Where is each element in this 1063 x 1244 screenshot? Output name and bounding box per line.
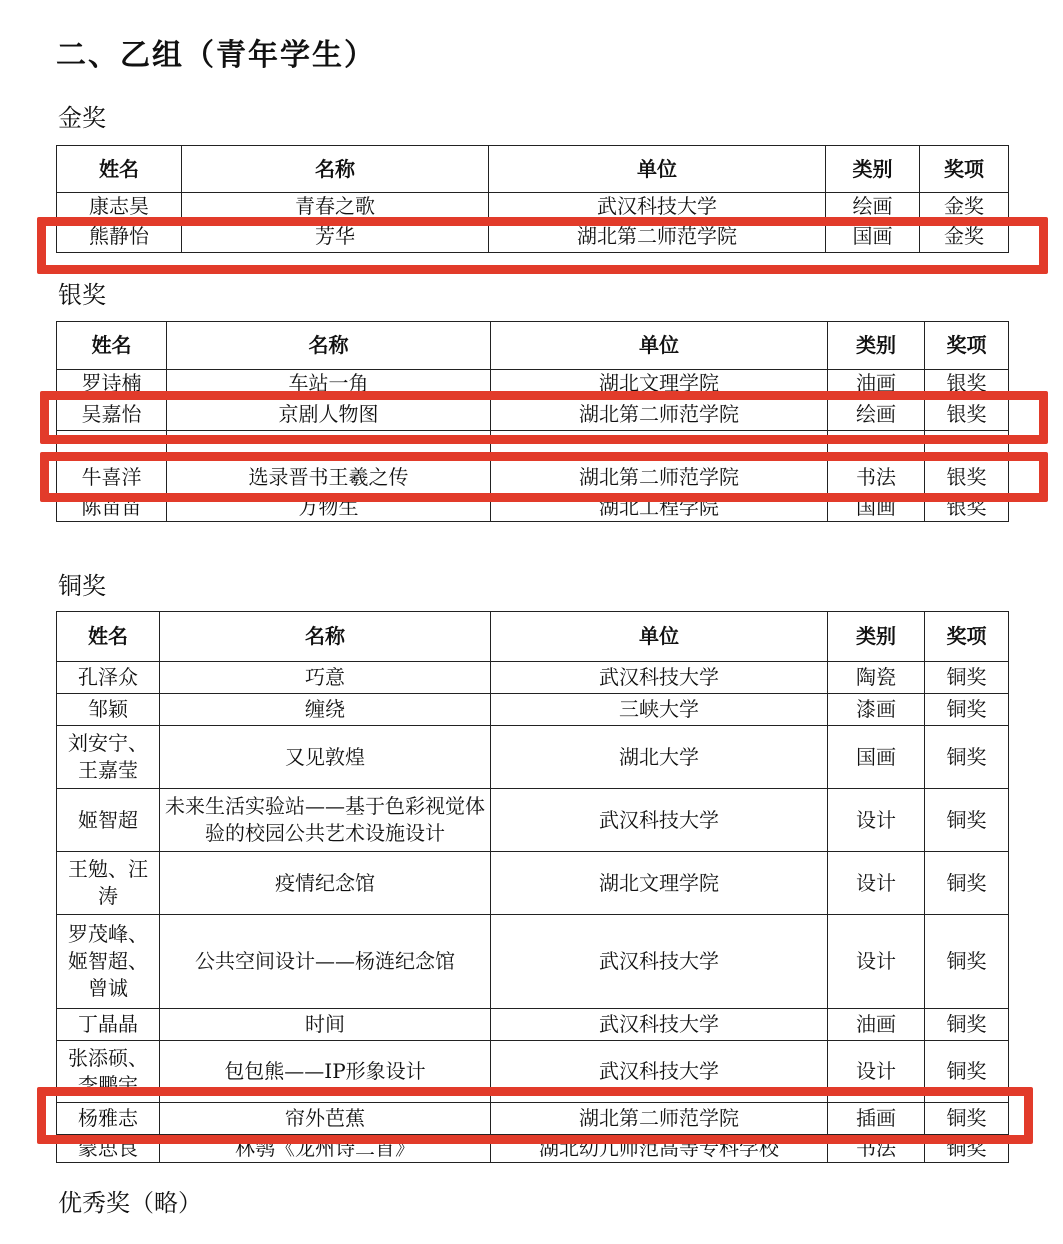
cell-category: 插画 <box>828 1103 925 1135</box>
cell-category: 书法 <box>828 461 925 494</box>
cell-unit: 湖北大学 <box>491 726 828 789</box>
cell-award: 银奖 <box>925 398 1009 431</box>
highlight-box <box>40 452 1048 502</box>
table-row <box>57 852 1009 915</box>
cell-name: 王勉、汪涛 <box>57 852 160 915</box>
header-category: 类别 <box>828 612 925 662</box>
cell-award: 铜奖 <box>925 1009 1009 1041</box>
cell-award: 铜奖 <box>925 1103 1009 1135</box>
highlight-box <box>37 217 1048 274</box>
cell-category: 陶瓷 <box>828 662 925 694</box>
cell-award: 银奖 <box>925 461 1009 494</box>
cell-category: 设计 <box>828 789 925 852</box>
cell-title: 京剧人物图 <box>167 398 491 431</box>
cell-category: 国画 <box>828 494 925 522</box>
cell-category: 国画 <box>828 726 925 789</box>
cell-category: 国画 <box>826 221 920 253</box>
header-title: 名称 <box>182 146 489 193</box>
cell-title: 疫情纪念馆 <box>160 852 491 915</box>
cell-award: 铜奖 <box>925 726 1009 789</box>
header-award: 奖项 <box>925 322 1009 370</box>
bronze-table <box>56 611 1009 1163</box>
cell-category: 油画 <box>828 370 925 398</box>
header-title: 名称 <box>160 612 491 662</box>
table-row <box>57 726 1009 789</box>
cell-title: 青春之歌 <box>182 193 489 221</box>
table-header-row <box>57 322 1009 370</box>
cell-award: 银奖 <box>925 494 1009 522</box>
cell-title: 车站一角 <box>167 370 491 398</box>
cell-name: 罗诗楠 <box>57 370 167 398</box>
cell-category: 漆画 <box>828 694 925 726</box>
cell-name: 邹颖 <box>57 694 160 726</box>
cell-title: 帘外芭蕉 <box>160 1103 491 1135</box>
cell-unit: 三峡大学 <box>491 694 828 726</box>
cell-title: 公共空间设计——杨涟纪念馆 <box>160 915 491 1009</box>
header-category: 类别 <box>828 322 925 370</box>
cell-unit: 武汉科技大学 <box>491 1009 828 1041</box>
header-name: 姓名 <box>57 612 160 662</box>
cell-name: 孔泽众 <box>57 662 160 694</box>
cell-unit: 湖北第二师范学院 <box>491 1103 828 1135</box>
cell-category: 书法 <box>828 1135 925 1163</box>
highlight-box <box>37 1087 1033 1144</box>
header-award: 奖项 <box>925 612 1009 662</box>
cell-award: 铜奖 <box>925 789 1009 852</box>
cell-title: 时间 <box>160 1009 491 1041</box>
header-title: 名称 <box>167 322 491 370</box>
header-category: 类别 <box>826 146 920 193</box>
cell-name: 罗茂峰、姬智超、曾诚 <box>57 915 160 1009</box>
cell-category: 油画 <box>828 1009 925 1041</box>
cell-award: 铜奖 <box>925 915 1009 1009</box>
table-header-row <box>57 612 1009 662</box>
cell-title: 选录晋书王羲之传 <box>167 461 491 494</box>
header-unit: 单位 <box>491 612 828 662</box>
cell-title: 又见敦煌 <box>160 726 491 789</box>
cell-name: 陈苗苗 <box>57 494 167 522</box>
table-row <box>57 915 1009 1009</box>
cell-title: 未来生活实验站——基于色彩视觉体验的校园公共艺术设施设计 <box>160 789 491 852</box>
cell-title: 包包熊——IP形象设计 <box>160 1041 491 1103</box>
cell-name: 张添硕、李鹏宇 <box>57 1041 160 1103</box>
cell-title: 缠绕 <box>160 694 491 726</box>
cell-award: 铜奖 <box>925 1135 1009 1163</box>
table-row <box>57 694 1009 726</box>
cell-name: 刘安宁、王嘉莹 <box>57 726 160 789</box>
excellence-note: 优秀奖（略） <box>58 1189 202 1217</box>
cell-unit: 湖北第二师范学院 <box>491 461 828 494</box>
cell-unit: 武汉科技大学 <box>491 915 828 1009</box>
cell-award: 银奖 <box>925 370 1009 398</box>
highlight-box <box>40 391 1048 444</box>
cell-award: 金奖 <box>920 221 1009 253</box>
cell-name: 蒙思良 <box>57 1135 160 1163</box>
cell-unit: 湖北幼儿师范高等专科学校 <box>491 1135 828 1163</box>
cell-award: 铜奖 <box>925 694 1009 726</box>
cell-name: 吴嘉怡 <box>57 398 167 431</box>
header-award: 奖项 <box>920 146 1009 193</box>
cell-title: 巧意 <box>160 662 491 694</box>
cell-category: 设计 <box>828 1041 925 1103</box>
cell-unit: 湖北文理学院 <box>491 852 828 915</box>
cell-name: 姬智超 <box>57 789 160 852</box>
cell-title: 林鹗《龙州诗二首》 <box>160 1135 491 1163</box>
cell-name: 杨雅志 <box>57 1103 160 1135</box>
cell-award: 铜奖 <box>925 662 1009 694</box>
cell-category: 绘画 <box>828 398 925 431</box>
cell-name: 牛喜洋 <box>57 461 167 494</box>
header-unit: 单位 <box>489 146 826 193</box>
cell-unit: 湖北工程学院 <box>491 494 828 522</box>
cell-category: 设计 <box>828 915 925 1009</box>
cell-unit: 湖北第二师范学院 <box>489 221 826 253</box>
cell-award: 铜奖 <box>925 852 1009 915</box>
cell-unit: 湖北文理学院 <box>491 370 828 398</box>
cell-unit: 武汉科技大学 <box>491 1041 828 1103</box>
header-name: 姓名 <box>57 146 182 193</box>
cell-unit: 湖北第二师范学院 <box>491 398 828 431</box>
gold-section-title: 金奖 <box>58 104 106 132</box>
cell-award: 铜奖 <box>925 1041 1009 1103</box>
cell-unit: 武汉科技大学 <box>489 193 826 221</box>
table-row <box>57 662 1009 694</box>
cell-title: 芳华 <box>182 221 489 253</box>
cell-category: 设计 <box>828 852 925 915</box>
table-row <box>57 1009 1009 1041</box>
page-heading: 二、乙组（青年学生） <box>56 38 376 73</box>
header-name: 姓名 <box>57 322 167 370</box>
cell-unit: 武汉科技大学 <box>491 662 828 694</box>
cell-name: 康志昊 <box>57 193 182 221</box>
cell-title: 万物生 <box>167 494 491 522</box>
table-row <box>57 789 1009 852</box>
header-unit: 单位 <box>491 322 828 370</box>
cell-award: 金奖 <box>920 193 1009 221</box>
silver-section-title: 银奖 <box>58 281 106 309</box>
cell-name: 熊静怡 <box>57 221 182 253</box>
cell-category: 绘画 <box>826 193 920 221</box>
cell-unit: 武汉科技大学 <box>491 789 828 852</box>
cell-name: 丁晶晶 <box>57 1009 160 1041</box>
table-header-row <box>57 146 1009 193</box>
bronze-section-title: 铜奖 <box>58 572 106 600</box>
